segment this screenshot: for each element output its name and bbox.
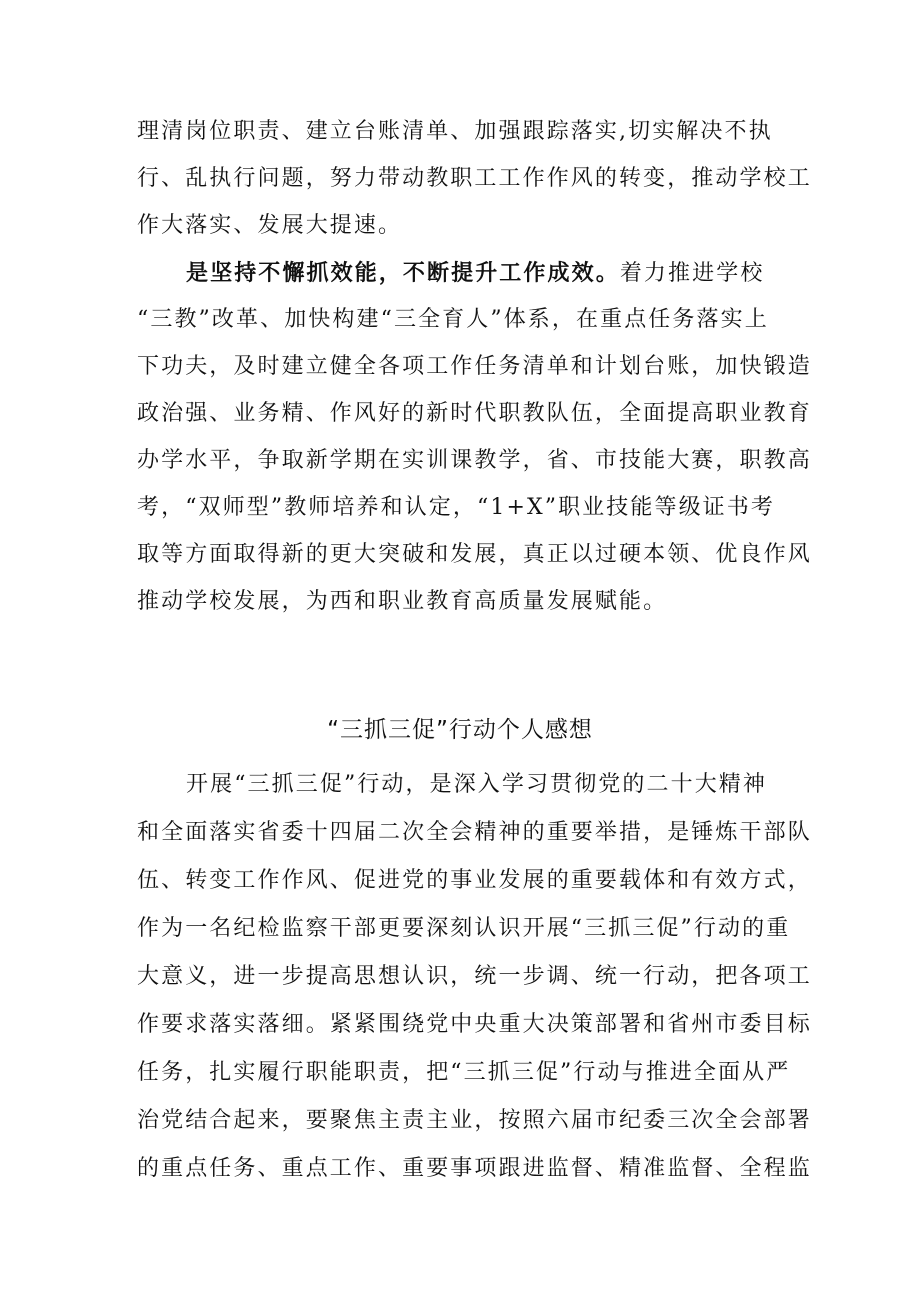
para2-line-6: 考，“双师型”教师培养和认定，“1+X”职业技能等级证书考 xyxy=(137,495,775,520)
para2-line-5: 办学水平，争取新学期在实训课教学，省、市技能大赛，职教高 xyxy=(137,448,812,473)
para2-line-3: 下功夫，及时建立健全各项工作任务清单和计划台账，加快锻造 xyxy=(137,354,812,379)
para1-line-2: 行、乱执行问题，努力带动教职工工作作风的转变，推动学校工 xyxy=(137,166,812,191)
para3-line-1: 开展“三抓三促”行动，是深入学习贯彻党的二十大精神 xyxy=(186,772,767,797)
para3-line-8: 治党结合起来，要聚焦主责主业，按照六届市纪委三次全会部署 xyxy=(137,1108,812,1133)
para2-line-7: 取等方面取得新的更大突破和发展，真正以过硬本领、优良作风 xyxy=(137,542,812,567)
para2-line-2: “三教”改革、加快构建“三全育人”体系，在重点任务落实上 xyxy=(137,307,769,332)
para3-line-9: 的重点任务、重点工作、重要事项跟进监督、精准监督、全程监 xyxy=(137,1156,812,1181)
para3-line-5: 大意义，进一步提高思想认识，统一步调、统一行动，把各项工 xyxy=(137,964,812,989)
para1-line-3: 作大落实、发展大提速。 xyxy=(137,213,403,238)
section-title: “三抓三促”行动个人感想 xyxy=(327,717,593,743)
para3-line-6: 作要求落实落细。紧紧围绕党中央重大决策部署和省州市委目标 xyxy=(137,1012,812,1037)
para2-lead-bold: 是坚持不懈抓效能，不断提升工作成效。 xyxy=(186,260,620,286)
para2-line-4: 政治强、业务精、作风好的新时代职教队伍，全面提高职业教育 xyxy=(137,401,812,426)
para1-line-1: 理清岗位职责、建立台账清单、加强跟踪落实,切实解决不执 xyxy=(137,119,773,144)
para3-line-2: 和全面落实省委十四届二次全会精神的重要举措，是锤炼干部队 xyxy=(137,820,812,845)
para3-line-7: 任务，扎实履行职能职责，把“三抓三促”行动与推进全面从严 xyxy=(137,1060,791,1085)
para2-line-8: 推动学校发展，为西和职业教育高质量发展赋能。 xyxy=(137,589,668,614)
para3-line-4: 作为一名纪检监察干部更要深刻认识开展“三抓三促”行动的重 xyxy=(137,916,791,941)
para3-line-3: 伍、转变工作作风、促进党的事业发展的重要载体和有效方式， xyxy=(137,868,812,893)
para2-lead-rest: 着力推进学校 xyxy=(619,261,765,286)
para2-first-line xyxy=(186,258,787,288)
